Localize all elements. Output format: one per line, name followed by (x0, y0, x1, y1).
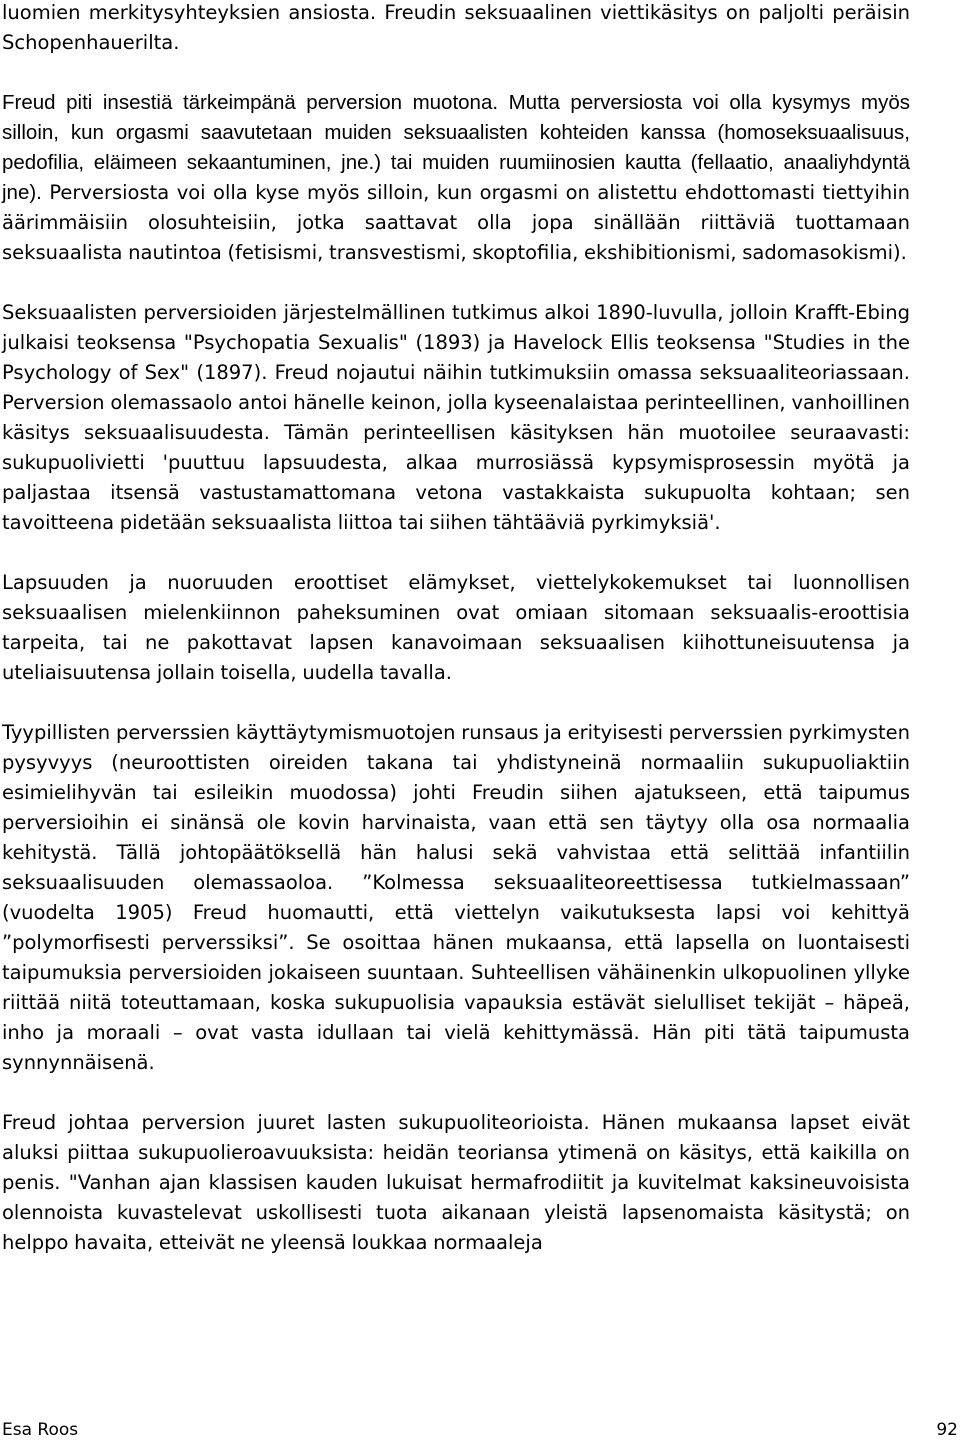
body-text (2, 0, 910, 1288)
paragraph-1: luomien merkitysyhteyksien ansiosta. Freudin seksuaalinen viettikäsitys on paljolti peräisin Schopenhauerilta. (2, 1, 910, 54)
paragraph-2 (2, 88, 910, 268)
paragraph-4: Lapsuuden ja nuoruuden eroottiset elämykset, viettelykokemukset tai luonnollisen seksuaalisen mielenkiinnon paheksuminen ovat omiaan sitomaan seksuaalis-eroottisia tarpeita, tai ne pakottavat lapsen kanavoimaan seksuaalisen kiihottuneisuutensa ja uteliaisuutensa jollain toisella, uudella tavalla. (2, 571, 910, 684)
footer-author: Esa Roos (2, 1420, 79, 1440)
paragraph-5: Tyypillisten perverssien käyttäytymismuotojen runsaus ja erityisesti perverssien pyrkimysten pysyvyys (neuroottisten oireiden takana tai yhdistyneinä normaaliin sukupuoliaktiin esimielihyvän tai esileikin muodossa) johti Freudin siihen ajatukseen, että taipumus perversioihin ei sinänsä ole kovin harvinaista, vaan että sen täytyy olla osa normaalia kehitystä. Tällä johtopäätöksellä hän halusi sekä vahvistaa että selittää infantiilin seksuaalisuuden olemassaoloa. ”Kolmessa seksuaaliteoreettisessa tutkielmassaan” (vuodelta 1905) Freud huomautti, että viettelyn vaikutuksesta lapsi voi kehittyä ”polymorfisesti perverssiksi”. Se osoittaa hänen mukaansa, että lapsella on luontaisesti taipumuksia perversioiden jokaiseen suuntaan. Suhteellisen vähäinenkin ulkopuolinen yllyke riittää niitä toteuttamaan, koska sukupuolisia vapauksia estävät sielulliset tekijät – häpeä, inho ja moraali – ovat vasta idullaan tai vielä kehittymässä. Hän piti tätä taipumusta synnynnäisenä. (2, 721, 910, 1074)
paragraph-3: Seksuaalisten perversioiden järjestelmällinen tutkimus alkoi 1890-luvulla, jolloin Krafft-Ebing julkaisi teoksensa "Psychopatia Sexualis" (1893) ja Havelock Ellis teoksensa "Studies in the Psychology of Sex" (1897). Freud nojautui näihin tutkimuksiin omassa seksuaaliteoriassaan. Perversion olemassaolo antoi hänelle keinon, jolla kyseenalaistaa perinteellinen, vanhoillinen käsitys seksuaalisuudesta. Tämän perinteellisen käsityksen hän muotoilee seuraavasti: sukupuolivietti 'puuttuu lapsuudesta, alkaa murrosiässä kypsymisprosessin myötä ja paljastaa itsensä vastustamattomana vetona vastakkaista sukupuolta kohtaan; sen tavoitteena pidetään seksuaalista liittoa tai siihen tähtääviä pyrkimyksiä'. (2, 301, 910, 534)
paragraph-2-sans-part: Freud piti insestiä tärkeimpänä perversion muotona. Mutta perversiosta voi olla kysymys myös silloin, kun orgasmi saavutetaan muiden seksuaalisten kohteiden kanssa (homoseksuaalisuus, pedofilia, eläimeen sekaantuminen, jne.) tai muiden ruumiinosien kautta (fellaatio, anaaliyhdyntä jne). (2, 91, 910, 204)
paragraph-6: Freud johtaa perversion juuret lasten sukupuoliteorioista. Hänen mukaansa lapset eivät aluksi piittaa sukupuolieroavuuksista: heidän teoriansa ytimenä on käsitys, että kaikilla on penis. "Vanhan ajan klassisen kauden lukuisat hermafrodiitit ja kuvitelmat kaksineuvoisista olennoista kuvastelevat uskollisesti tuota aikanaan yleistä lapsenomaista käsitystä; on helppo havaita, etteivät ne yleensä loukkaa normaaleja (2, 1111, 910, 1254)
page-footer (2, 1420, 958, 1442)
paragraph-2-rest: Perversiosta voi olla kyse myös silloin, kun orgasmi on alistettu ehdottomasti tiettyihin äärimmäisiin olosuhteisiin, jotka saattavat olla jopa sinällään riittäviä tuottamaan seksuaalista nautintoa (fetisismi, transvestismi, skoptofilia, ekshibitionismi, sadomasokismi). (2, 181, 910, 264)
footer-page-number: 92 (936, 1420, 958, 1440)
